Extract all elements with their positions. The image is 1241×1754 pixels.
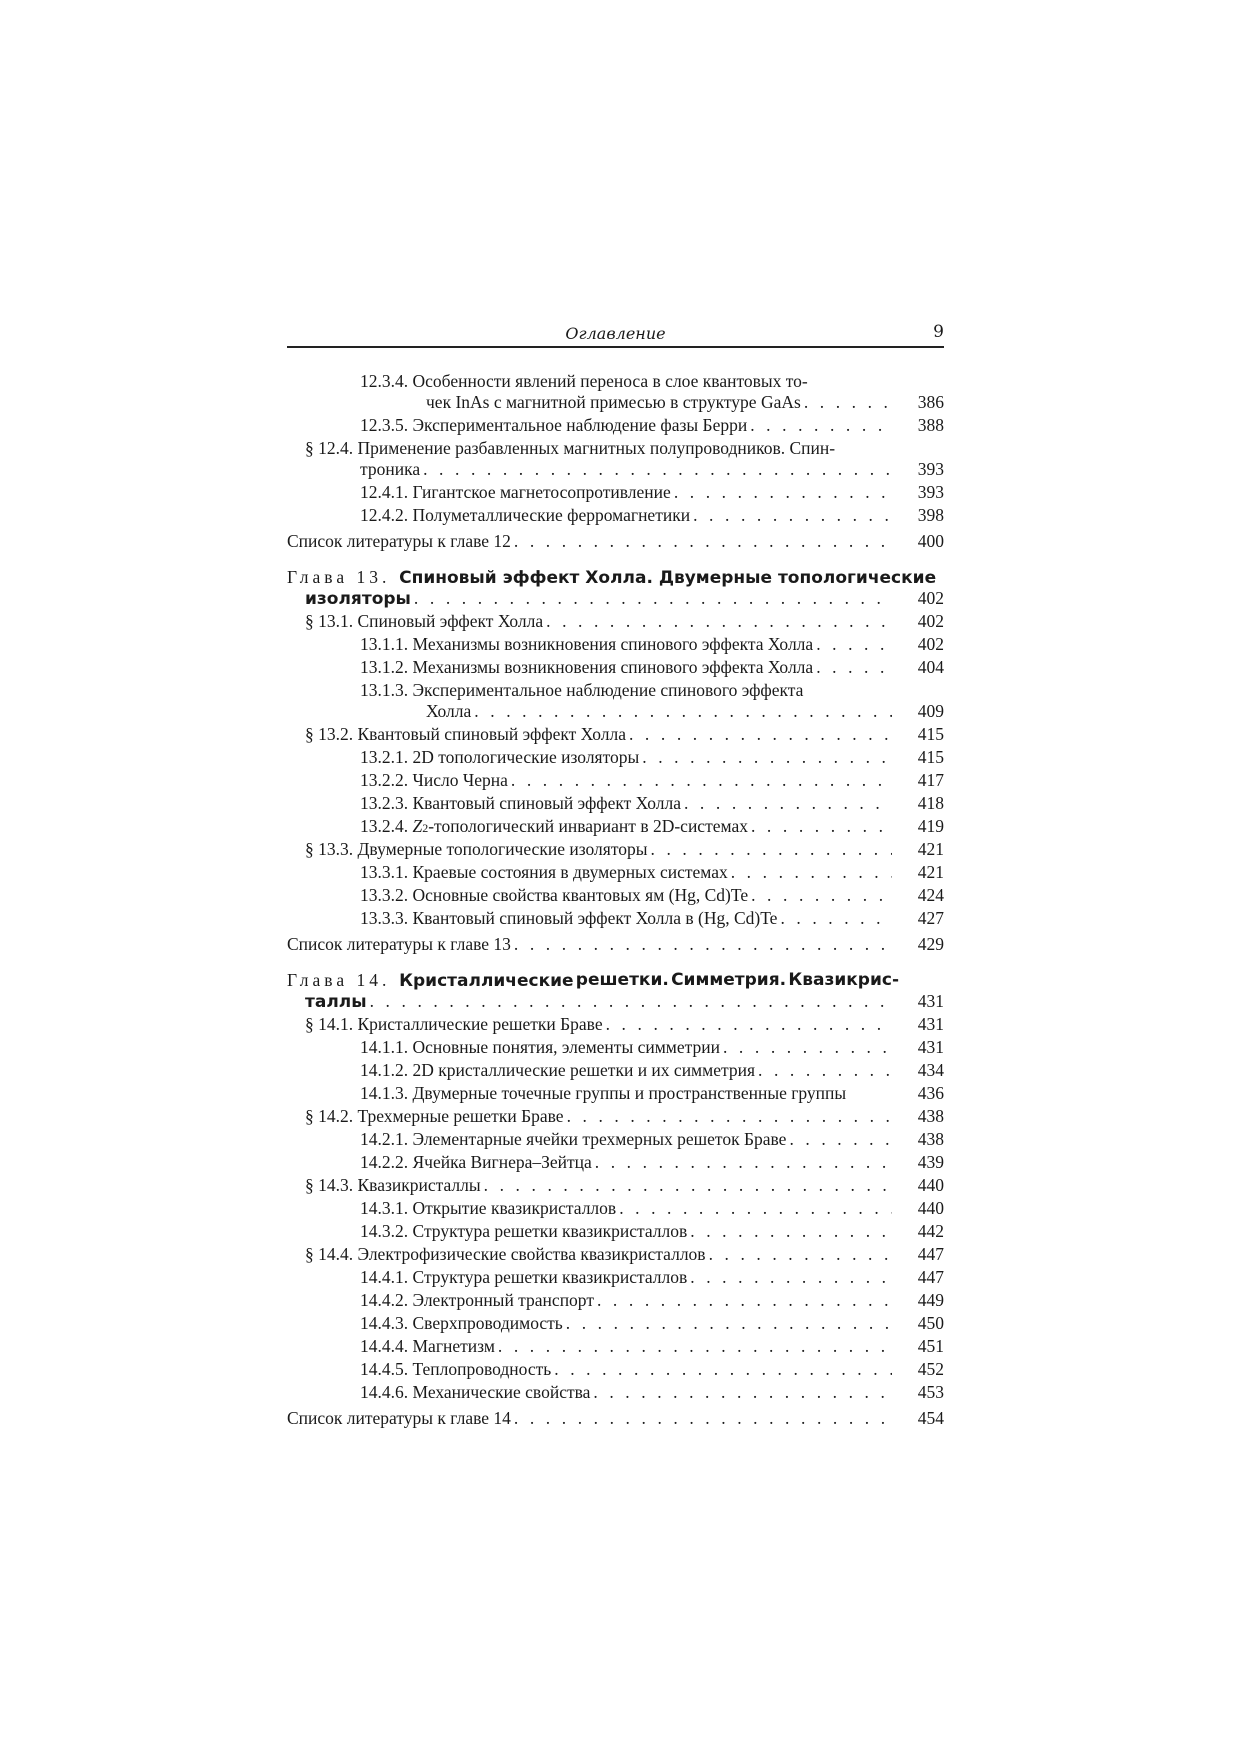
toc-entry-text: 12.4.1. Гигантское магнетосопротивление	[360, 482, 671, 502]
toc-page-number: 429	[917, 934, 944, 954]
toc-entry	[360, 1082, 944, 1105]
toc-entry	[360, 414, 944, 437]
leader-dots	[511, 769, 892, 792]
toc-page-number: 431	[917, 991, 944, 1011]
leader-dots	[642, 746, 892, 769]
toc-entry	[287, 933, 944, 956]
toc-entry-text: 13.2.1. 2D топологические изоляторы	[360, 747, 640, 767]
toc-page-number: 427	[917, 908, 944, 928]
leader-dots	[804, 391, 892, 414]
toc-entry-text: 13.2.4. Z2-топологический инвариант в 2D-системах	[360, 816, 748, 836]
toc-page-number: 419	[917, 816, 944, 836]
toc-entry	[305, 723, 944, 746]
toc-entry	[360, 746, 944, 769]
leader-dots	[750, 414, 892, 437]
toc-page-number: 438	[917, 1129, 944, 1149]
toc-entry	[360, 1358, 944, 1381]
toc-page-number: 402	[917, 634, 944, 654]
running-header-title: Оглавление	[565, 324, 666, 343]
toc-entry-text: 13.1.3. Экспериментальное наблюдение спинового эффекта	[360, 680, 804, 700]
leader-dots	[751, 815, 892, 838]
toc-entry-text: 14.2.1. Элементарные ячейки трехмерных решеток Браве	[360, 1129, 787, 1149]
toc-entry-text: 13.2.2. Число Черна	[360, 770, 508, 790]
toc-entry-text: Список литературы к главе 13	[287, 934, 511, 954]
toc-entry	[287, 1407, 944, 1430]
toc-entry-text: § 13.1. Спиновый эффект Холла	[305, 611, 544, 631]
leader-dots	[423, 458, 892, 481]
toc-entry	[360, 769, 944, 792]
toc-entry	[360, 633, 944, 656]
toc-page-number: 447	[917, 1244, 944, 1264]
toc-entry-text: 13.2.3. Квантовый спиновый эффект Холла	[360, 793, 681, 813]
toc-entry-text: § 14.3. Квазикристаллы	[305, 1175, 481, 1195]
toc-entry	[360, 458, 944, 481]
toc-entry	[305, 610, 944, 633]
toc-page-number: 440	[917, 1198, 944, 1218]
toc-page-number: 424	[917, 885, 944, 905]
toc-entry	[360, 1059, 944, 1082]
toc-page-number: 447	[917, 1267, 944, 1287]
toc-entry-text: 12.4.2. Полуметаллические ферромагнетики	[360, 505, 691, 525]
page-number: 9	[933, 322, 944, 342]
toc-entry	[360, 861, 944, 884]
toc-entry-text: 14.3.2. Структура решетки квазикристаллов	[360, 1221, 688, 1241]
leader-dots	[514, 530, 892, 553]
toc-page-number: 442	[917, 1221, 944, 1241]
leader-dots	[674, 481, 892, 504]
toc-entry-text: 14.3.1. Открытие квазикристаллов	[360, 1198, 617, 1218]
toc-page-number: 393	[917, 459, 944, 479]
toc-page-number: 415	[917, 724, 944, 744]
toc-entry-text: § 14.1. Кристаллические решетки Браве	[305, 1014, 603, 1034]
toc-entry-text: 14.4.5. Теплопроводность	[360, 1359, 552, 1379]
leader-dots	[690, 1220, 892, 1243]
toc-entry-text: 13.3.2. Основные свойства квантовых ям (Hg, Cd)Te	[360, 885, 749, 905]
toc-entry	[305, 437, 944, 460]
leader-dots	[606, 1013, 892, 1036]
toc-page-number: 400	[917, 531, 944, 551]
toc-page-number: 386	[917, 392, 944, 412]
toc-entry	[360, 907, 944, 930]
toc-entry-text: 13.1.2. Механизмы возникновения спинового эффекта Холла	[360, 657, 814, 677]
leader-dots	[758, 1059, 892, 1082]
leader-dots	[566, 1312, 892, 1335]
toc-entry	[360, 1266, 944, 1289]
toc-entry-text: § 13.3. Двумерные топологические изоляторы	[305, 839, 648, 859]
leader-dots	[723, 1036, 892, 1059]
toc-entry	[426, 391, 944, 414]
toc-page-number: 398	[917, 505, 944, 525]
toc-page-number: 436	[917, 1083, 944, 1103]
toc-page-number: 417	[917, 770, 944, 790]
toc-page-number: 421	[917, 862, 944, 882]
chapter-title: изоляторы	[305, 589, 411, 609]
leader-dots	[789, 1128, 892, 1151]
toc-entry-text: 14.4.6. Механические свойства	[360, 1382, 591, 1402]
leader-dots	[546, 610, 892, 633]
leader-dots	[780, 907, 892, 930]
header-rule	[287, 346, 944, 348]
leader-dots	[629, 723, 892, 746]
toc-entry	[360, 815, 944, 840]
leader-dots	[651, 838, 893, 861]
chapter-title: Спиновый эффект Холла. Двумерные топологические	[399, 568, 937, 588]
toc-entry	[305, 1174, 944, 1197]
toc-page-number: 402	[917, 611, 944, 631]
toc-entry	[360, 481, 944, 504]
leader-dots	[693, 504, 892, 527]
toc-page-number: 434	[917, 1060, 944, 1080]
toc-entry-text: 14.4.1. Структура решетки квазикристаллов	[360, 1267, 688, 1287]
toc-page-number: 439	[917, 1152, 944, 1172]
chapter-heading	[305, 990, 944, 1014]
toc-entry	[360, 504, 944, 527]
toc-entry	[305, 1243, 944, 1266]
toc-entry-text: 14.2.2. Ячейка Вигнера–Зейтца	[360, 1152, 592, 1172]
leader-dots	[751, 884, 892, 907]
toc-page-number: 452	[917, 1359, 944, 1379]
leader-dots	[370, 990, 892, 1013]
toc-entry	[360, 656, 944, 679]
toc-entry-text: § 12.4. Применение разбавленных магнитных полупроводников. Спин-	[305, 438, 836, 458]
leader-dots	[593, 1381, 892, 1404]
running-header	[287, 322, 944, 347]
toc-entry	[360, 884, 944, 907]
leader-dots	[554, 1358, 892, 1381]
leader-dots	[684, 792, 892, 815]
toc-page-number: 418	[917, 793, 944, 813]
toc-entry-text: 14.4.2. Электронный транспорт	[360, 1290, 594, 1310]
toc-entry-text: Список литературы к главе 14	[287, 1408, 511, 1428]
chapter-label: Глава 13.	[287, 567, 391, 587]
toc-entry-text: § 14.4. Электрофизические свойства квазикристаллов	[305, 1244, 706, 1264]
toc-page-number: 454	[917, 1408, 944, 1428]
toc-entry-text: § 13.2. Квантовый спиновый эффект Холла	[305, 724, 626, 744]
leader-dots	[816, 656, 892, 679]
toc-entry	[305, 1105, 944, 1128]
leader-dots	[731, 861, 892, 884]
toc-entry-text: 13.1.1. Механизмы возникновения спинового эффекта Холла	[360, 634, 814, 654]
chapter-label: Глава 14.	[287, 970, 391, 990]
toc-entry	[360, 1036, 944, 1059]
toc-page-number: 450	[917, 1313, 944, 1333]
toc-page-number: 431	[917, 1037, 944, 1057]
leader-dots	[619, 1197, 892, 1220]
toc-entry-text: 12.3.5. Экспериментальное наблюдение фазы Берри	[360, 415, 748, 435]
leader-dots	[709, 1243, 892, 1266]
toc-entry	[360, 1335, 944, 1358]
leader-dots	[498, 1335, 892, 1358]
toc-entry-text: 14.4.3. Сверхпроводимость	[360, 1313, 563, 1333]
leader-dots	[414, 587, 892, 610]
toc-page-number: 409	[917, 701, 944, 721]
toc-entry	[360, 679, 944, 702]
toc-entry	[360, 1151, 944, 1174]
toc-entry-text: Список литературы к главе 12	[287, 531, 511, 551]
toc-page-number: 438	[917, 1106, 944, 1126]
leader-dots	[597, 1289, 892, 1312]
toc-entry	[305, 838, 944, 861]
toc-page-number: 388	[917, 415, 944, 435]
toc-entry-text: 14.1.3. Двумерные точечные группы и пространственные группы	[360, 1083, 847, 1103]
toc-entry	[360, 792, 944, 815]
toc-entry-text: 14.1.1. Основные понятия, элементы симметрии	[360, 1037, 720, 1057]
toc-entry-text: 14.4.4. Магнетизм	[360, 1336, 495, 1356]
toc-entry-text: 12.3.4. Особенности явлений переноса в слое квантовых то-	[360, 371, 808, 391]
toc-entry	[360, 1197, 944, 1220]
chapter-title: Квазикрис-	[788, 970, 899, 990]
toc-page-number: 440	[917, 1175, 944, 1195]
toc-entry	[305, 1013, 944, 1036]
toc-entry-text: троника	[360, 459, 421, 479]
toc-page-number: 431	[917, 1014, 944, 1034]
toc-entry	[287, 530, 944, 553]
toc-page-number: 449	[917, 1290, 944, 1310]
toc-page-number: 453	[917, 1382, 944, 1402]
chapter-title: Кристаллические	[399, 971, 574, 991]
toc-entry-text: чек InAs с магнитной примесью в структуре GaAs	[426, 392, 801, 412]
leader-dots	[484, 1174, 892, 1197]
toc-page-number: 404	[917, 657, 944, 677]
chapter-title: Симметрия.	[671, 970, 787, 990]
toc-entry-text: 13.3.1. Краевые состояния в двумерных системах	[360, 862, 728, 882]
toc-entry-text: Холла	[426, 701, 472, 721]
leader-dots	[514, 1407, 892, 1430]
chapter-title: таллы	[305, 992, 367, 1012]
toc-page-number: 393	[917, 482, 944, 502]
leader-dots	[595, 1151, 892, 1174]
toc-page-number: 421	[917, 839, 944, 859]
toc-entry	[360, 1289, 944, 1312]
chapter-heading	[305, 587, 944, 611]
leader-dots	[690, 1266, 892, 1289]
toc-entry	[360, 1220, 944, 1243]
leader-dots	[474, 700, 892, 723]
leader-dots	[816, 633, 892, 656]
toc-entry	[360, 1312, 944, 1335]
leader-dots	[514, 933, 892, 956]
toc-entry-text: 13.3.3. Квантовый спиновый эффект Холла в (Hg, Cd)Te	[360, 908, 778, 928]
toc-page-number: 451	[917, 1336, 944, 1356]
toc-page-number: 402	[917, 588, 944, 608]
toc-entry	[360, 370, 944, 393]
toc-page-number: 415	[917, 747, 944, 767]
chapter-title: решетки.	[575, 970, 669, 990]
leader-dots	[567, 1105, 892, 1128]
toc-entry	[360, 1128, 944, 1151]
toc-entry-text: 14.1.2. 2D кристаллические решетки и их симметрия	[360, 1060, 755, 1080]
toc-entry	[426, 700, 944, 723]
toc-entry-text: § 14.2. Трехмерные решетки Браве	[305, 1106, 564, 1126]
toc-entry	[360, 1381, 944, 1404]
